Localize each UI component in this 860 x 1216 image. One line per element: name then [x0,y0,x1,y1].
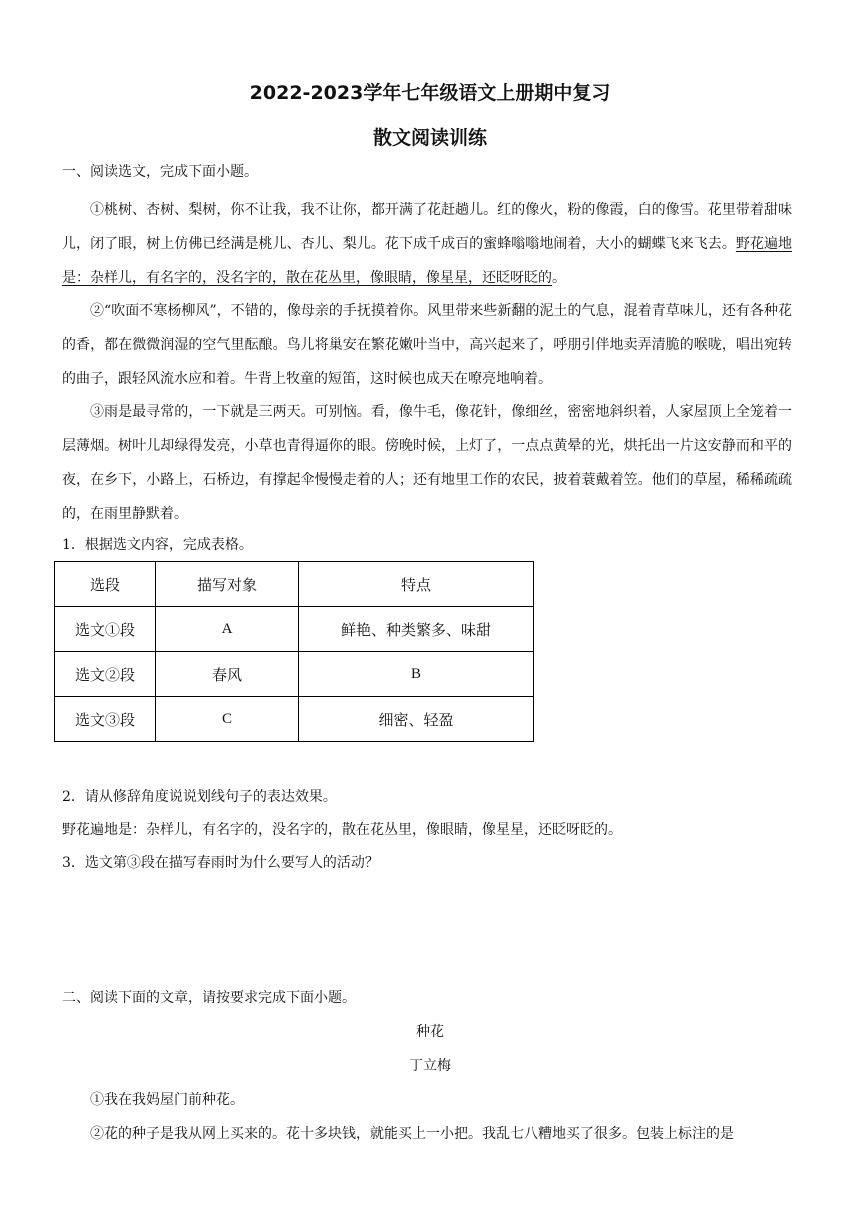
table-cell: 选文①段 [55,607,156,652]
table-cell: 细密、轻盈 [299,697,534,742]
passage-paragraph-2: ②“吹面不寒杨柳风”，不错的，像母亲的手抚摸着你。风里带来些新翻的泥土的气息，混着青草味儿，还有各种花的香，都在微微润湿的空气里酝酿。鸟儿将巢安在繁花嫩叶当中，高兴起来了，呼朋引伴地卖弄清脆的喉咙，唱出宛转的曲子，跟轻风流水应和着。牛背上牧童的短笛，这时候也成天在嘹亮地响着。 [62,303,792,387]
table-cell: 选文③段 [55,697,156,742]
table-cell: A [156,607,299,652]
table-header-cell: 描写对象 [156,562,299,607]
table-header-cell: 特点 [299,562,534,607]
article-paragraph-2: ②花的种子是我从网上买来的。花十多块钱，就能买上一小把。我乱七八糟地买了很多。包装上标注的是 [90,1126,734,1142]
table-cell: C [156,697,299,742]
paragraph-1-end: 。 [552,270,566,286]
question-1: 1．根据选文内容，完成表格。 [62,537,253,553]
underlined-sentence: 野花遍地是：杂样儿，有名字的，没名字的，散在花丛里，像眼睛，像星星，还眨呀眨的 [62,236,793,286]
table-cell: 春风 [156,652,299,697]
article-title: 种花 [416,1024,444,1040]
table-header-row [55,562,534,607]
section-2-heading: 二、阅读下面的文章，请按要求完成下面小题。 [62,990,356,1006]
answer-table [54,561,534,742]
article-author: 丁立梅 [409,1058,451,1074]
table-row [55,652,534,697]
table-header-cell: 选段 [55,562,156,607]
section-1-heading: 一、阅读选文，完成下面小题。 [62,164,258,180]
article-paragraph-1: ①我在我妈屋门前种花。 [90,1092,244,1108]
table-row [55,607,534,652]
table-row [55,697,534,742]
paragraph-1-text: ①桃树、杏树、梨树，你不让我，我不让你，都开满了花赶趟儿。红的像火，粉的像霞，白的像雪。花里带着甜味儿，闭了眼，树上仿佛已经满是桃儿、杏儿、梨儿。花下成千成百的蜜蜂嗡嗡地闹着，大小的蝴蝶飞来飞去。 [62,202,792,252]
table-cell: 鲜艳、种类繁多、味甜 [299,607,534,652]
document-title: 2022-2023学年七年级语文上册期中复习 [249,82,611,104]
passage-paragraph-3: ③雨是最寻常的，一下就是三两天。可别恼。看，像牛毛，像花针，像细丝，密密地斜织着，人家屋顶上全笼着一层薄烟。树叶儿却绿得发亮，小草也青得逼你的眼。傍晚时候，上灯了，一点点黄晕的光，烘托出一片这安静而和平的夜，在乡下，小路上，石桥边，有撑起伞慢慢走着的人；还有地里工作的农民，披着蓑戴着笠。他们的草屋，稀稀疏疏的，在雨里静默着。 [62,404,792,522]
table-cell: B [299,652,534,697]
document-subtitle: 散文阅读训练 [372,127,487,149]
passage-paragraph-1 [62,193,792,295]
question-2: 2．请从修辞角度说说划线句子的表达效果。 [62,789,337,805]
question-3: 3．选文第③段在描写春雨时为什么要写人的活动？ [62,855,379,871]
question-2-sentence: 野花遍地是：杂样儿，有名字的，没名字的，散在花丛里，像眼睛，像星星，还眨呀眨的。 [62,822,622,838]
table-cell: 选文②段 [55,652,156,697]
